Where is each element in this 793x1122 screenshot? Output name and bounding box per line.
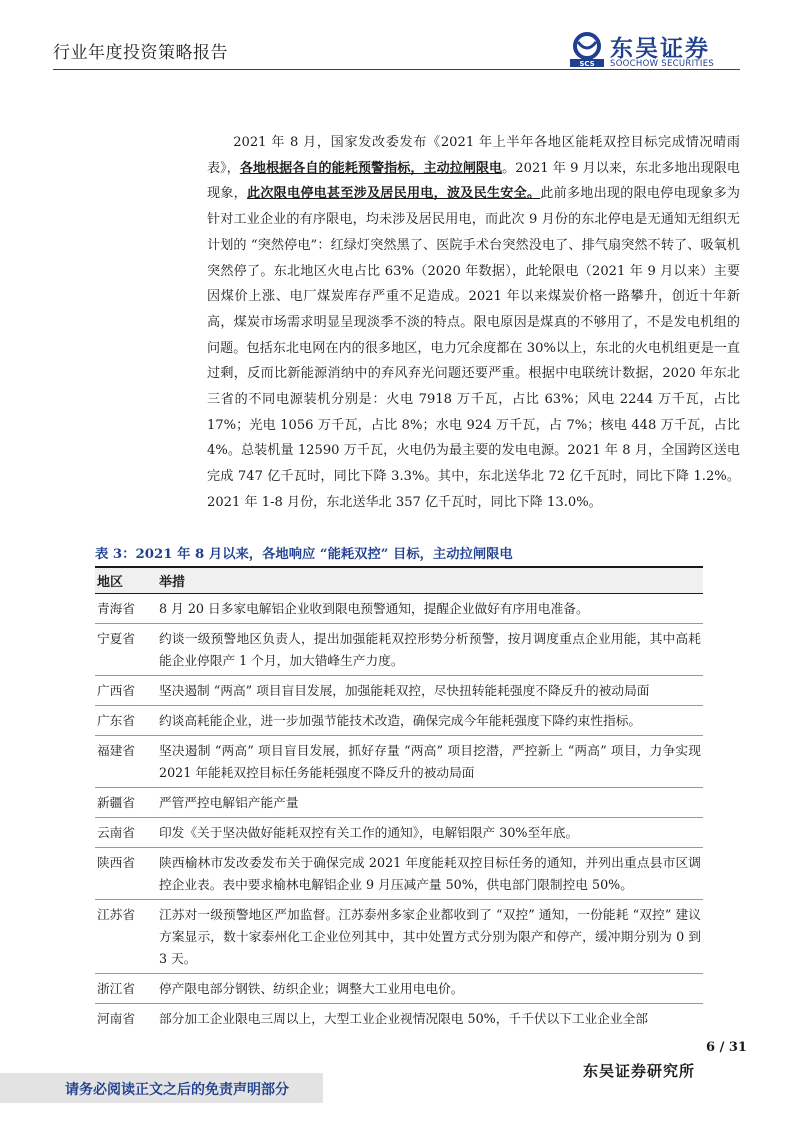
measures-table — [95, 566, 703, 1033]
table-row — [95, 676, 703, 706]
footer-disclaimer: 请务必阅读正文之后的免责声明部分 — [65, 1082, 289, 1098]
measure-cell: 约谈一级预警地区负责人，提出加强能耗双控形势分析预警，按月调度重点企业用能，其中高耗能企业停限产 1 个月，加大错峰生产力度。 — [157, 624, 703, 676]
logo-chinese-name: 东吴证券 — [610, 36, 710, 62]
body-sentence-5: 此前多地出现的限电停电现象多为针对工业企业的有序限电，均未涉及居民用电，而此次 9 月份的东北停电是无通知无组织无计划的 “突然停电”：红绿灯突然黑了、医院手术台突然没电了、排气扇突然不转了、吸氧机突然停了。东北地区火电占比 63%（2020 年数据），此轮限电（2021 年 9 月以来）主要因煤价上涨、电厂煤炭库存严重不足造成。2021 年以来煤炭价格一路攀升，创近十年新高，煤炭市场需求明显呈现淡季不淡的特点。限电原因是煤真的不够用了，不是发电机组的问题。包括东北电网在内的很多地区，电力冗余度都在 30%以上，东北的火电机组更是一直过剩，反而比新能源消纳中的弃风弃光问题还要严重。根据中电联统计数据，2020 年东北三省的不同电源装机分别是：火电 7918 万千瓦，占比 63%；风电 2244 万千瓦，占比 17%；光电 1056 万千瓦，占比 8%；水电 924 万千瓦，占 7%；核电 448 万千瓦，占比 4%。总装机量 12590 万千瓦，火电仍为最主要的发电电源。2021 年 8 月，全国跨区送电完成 747 亿千瓦时，同比下降 3.3%。其中，东北送华北 72 亿千瓦时，同比下降 1.2%。2021 年 1-8 月份，东北送华北 357 亿千瓦时，同比下降 13.0%。 — [207, 186, 741, 510]
table-row — [95, 788, 703, 818]
region-cell: 河南省 — [97, 1011, 136, 1026]
table-row — [95, 706, 703, 736]
region-cell: 陕西省 — [95, 848, 157, 900]
logo-abbr: SCS — [579, 60, 595, 68]
header-measure: 举措 — [157, 567, 703, 594]
measure-cell: 江苏对一级预警地区严加监督。江苏泰州多家企业都收到了 “双控” 通知，一份能耗 “双控” 建议方案显示，数十家泰州化工企业位列其中，其中处置方式分别为限产和停产，缓冲期分别为 0 到 3 天。 — [157, 900, 703, 974]
table-row — [95, 900, 703, 974]
table-row — [95, 1004, 703, 1034]
region-cell: 福建省 — [95, 736, 157, 788]
body-sentence-1: 2021 年 8 月，国家发改委发布《2021 年上半年各地区能耗双控目标完成情况晴雨表》， — [207, 135, 740, 176]
header-region: 地区 — [95, 567, 157, 594]
measure-cell: 印发《关于坚决做好能耗双控有关工作的通知》，电解铝限产 30%至年底。 — [157, 818, 703, 848]
table-row — [95, 974, 703, 1004]
table-row — [95, 848, 703, 900]
table-row — [95, 624, 703, 676]
measure-cell: 部分加工企业限电三周以上，大型工业企业视情况限电 50%，千千伏以下工业企业全部 — [159, 1011, 648, 1026]
company-logo — [568, 30, 738, 74]
region-cell: 云南省 — [95, 818, 157, 848]
page-number: 6 / 31 — [706, 1040, 747, 1055]
table-title: 表 3：2021 年 8 月以来，各地响应 “能耗双控” 目标，主动拉闸限电 — [95, 547, 513, 562]
measure-cell: 坚决遏制 “两高” 项目盲目发展，抓好存量 “两高” 项目挖潜，严控新上 “两高” 项目，力争实现 2021 年能耗双控目标任务能耗强度不降反升的被动局面 — [157, 736, 703, 788]
region-cell: 宁夏省 — [95, 624, 157, 676]
region-cell: 江苏省 — [95, 900, 157, 974]
body-paragraph — [207, 130, 740, 516]
measure-cell: 约谈高耗能企业，进一步加强节能技术改造，确保完成今年能耗强度下降约束性指标。 — [157, 706, 703, 736]
region-cell: 青海省 — [95, 594, 157, 624]
table-row — [95, 594, 703, 624]
table-header-row — [95, 567, 703, 594]
measure-cell: 严管严控电解铝产能产量 — [157, 788, 703, 818]
region-cell: 浙江省 — [95, 974, 157, 1004]
measure-cell: 8 月 20 日多家电解铝企业收到限电预警通知，提醒企业做好有序用电准备。 — [157, 594, 703, 624]
soochow-logo-icon — [568, 32, 606, 68]
header-divider — [53, 69, 740, 70]
footer-organization: 东吴证券研究所 — [583, 1062, 696, 1080]
region-cell: 广西省 — [95, 676, 157, 706]
region-cell: 广东省 — [95, 706, 157, 736]
measure-cell: 坚决遏制 “两高” 项目盲目发展，加强能耗双控，尽快扭转能耗强度不降反升的被动局面 — [157, 676, 703, 706]
table-row — [95, 736, 703, 788]
logo-english-name: SOOCHOW SECURITIES — [610, 59, 715, 69]
report-category-title: 行业年度投资策略报告 — [53, 43, 228, 63]
measure-cell: 陕西榆林市发改委发布关于确保完成 2021 年度能耗双控目标任务的通知，并列出重点县市区调控企业表。表中要求榆林电解铝企业 9 月压减产量 50%，供电部门限制控电 50%。 — [157, 848, 703, 900]
body-emphasis-2: 此次限电停电甚至涉及居民用电，波及民生安全。 — [247, 186, 541, 202]
table-row — [95, 818, 703, 848]
body-sentence-3: 。2021 年 9 月以来，东北多地出现限电现象， — [207, 160, 741, 202]
body-emphasis-1: 各地根据各自的能耗预警指标，主动拉闸限电 — [239, 160, 503, 176]
measure-cell: 停产限电部分钢铁、纺织企业；调整大工业用电电价。 — [157, 974, 703, 1004]
region-cell: 新疆省 — [95, 788, 157, 818]
